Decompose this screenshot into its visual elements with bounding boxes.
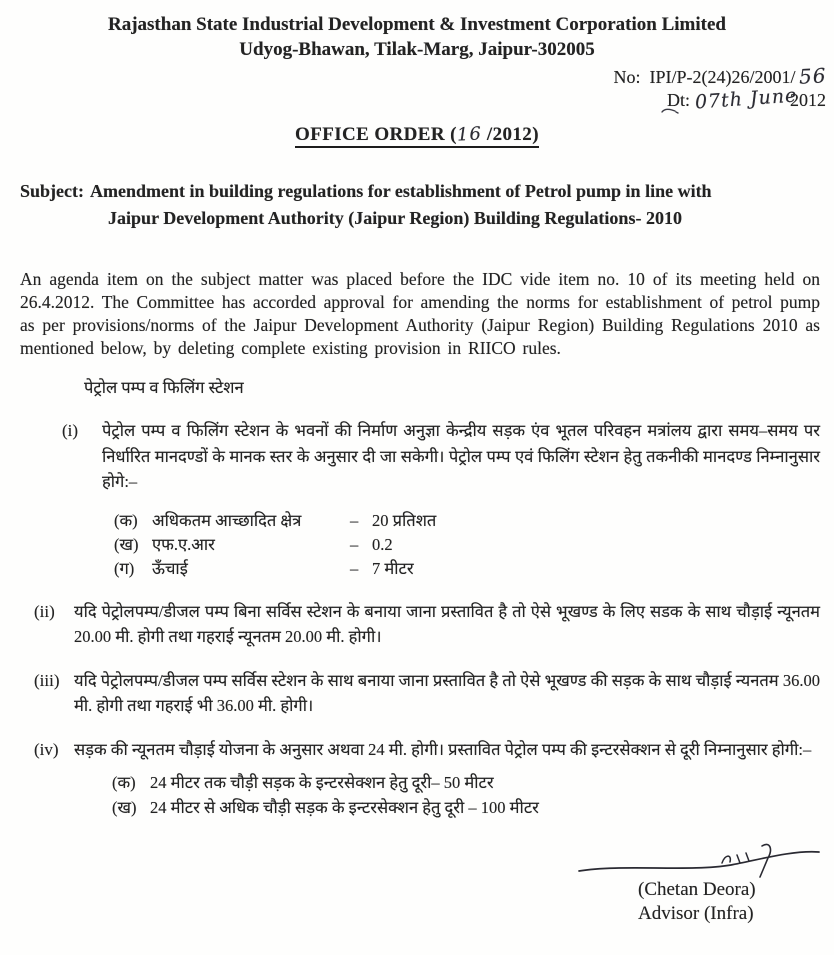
spec-label: एफ.ए.आर: [152, 534, 215, 554]
distance-text: 24 मीटर तक चौड़ी सड़क के इन्टरसेक्शन हेतु दूरी– 50 मीटर: [150, 773, 494, 792]
clause-iii: [34, 668, 820, 719]
date-line: [0, 84, 826, 114]
spec-marker: (ख): [114, 534, 139, 554]
order-number-handwritten: 16: [456, 123, 483, 146]
subject-text-line2: Jaipur Development Authority (Jaipur Region) Building Regulations- 2010: [108, 208, 682, 228]
organization-name: Rajasthan State Industrial Development & Investment Corporation Limited: [107, 14, 726, 35]
order-title-prefix: OFFICE ORDER (: [295, 124, 457, 145]
clause-ii: [34, 599, 820, 650]
list-item: [112, 770, 834, 795]
clause-iii-text: यदि पेट्रोलपम्प/डीजल पम्प सर्विस स्टेशन के साथ बनाया जाना प्रस्तावित है तो ऐसे भूखण्ड की सड़क के साथ चौड़ाई न्यनतम 36.00 मी. होगी तथा गहराई भी 36.00 मी. होगी।: [74, 670, 820, 715]
organization-address: Udyog-Bhawan, Tilak-Marg, Jaipur-302005: [239, 39, 595, 60]
list-item: [114, 533, 834, 557]
order-title-suffix: /2012): [481, 124, 539, 145]
subject-line-1: [0, 178, 834, 205]
spec-dash: –: [350, 510, 359, 530]
spec-dash: –: [350, 534, 359, 554]
clause-i: [62, 418, 820, 495]
clause-i-text: पेट्रोल पम्प व फिलिंग स्टेशन के भवनों की निर्माण अनुज्ञा केन्द्रीय सड़क एंव भूतल परिवहन मत्रांलय द्वारा समय–समय पर निर्धारित मानदण्डों के मानक स्तर के अनुसार दी जा सकेगी। पेट्रोल पम्प एवं फिलिंग स्टेशन हेतु तकनीकी मानदण्ड निम्नानुसार होगे:–: [102, 421, 820, 491]
spec-dash: –: [350, 558, 359, 578]
handwritten-signature-icon: [576, 842, 822, 878]
reference-number-printed: IPI/P-2(24)26/2001/: [649, 67, 796, 87]
clause-iv-marker: (iv): [34, 739, 59, 759]
spec-value: 0.2: [372, 534, 393, 554]
spec-label: अधिकतम आच्छादित क्षेत्र: [152, 510, 302, 530]
pen-mark-icon: [660, 106, 680, 116]
list-item: [112, 795, 834, 820]
date-label: Dt:: [667, 90, 691, 110]
reference-number-line: [0, 65, 826, 89]
clause-ii-marker: (ii): [34, 601, 55, 621]
technical-standards-list: [114, 509, 834, 581]
signatory-title: Advisor (Infra): [638, 903, 754, 924]
distance-marker: (क): [112, 773, 136, 792]
intersection-distance-list: [112, 770, 834, 820]
document-title: [0, 124, 834, 146]
clause-iii-marker: (iii): [34, 670, 60, 690]
subject-text-line1: Amendment in building regulations for establishment of Petrol pump in line with: [90, 181, 712, 201]
spec-value: 7 मीटर: [372, 558, 414, 578]
subject-label: Subject:: [20, 181, 84, 201]
spec-marker: (ग): [114, 558, 135, 578]
hindi-section-heading: पेट्रोल पम्प व फिलिंग स्टेशन: [84, 378, 244, 397]
clause-iv-text: सड़क की न्यूनतम चौड़ाई योजना के अनुसार अथवा 24 मी. होगी। प्रस्तावित पेट्रोल पम्प की इन्टरसेक्शन से दूरी निम्नानुसार होगी:–: [74, 739, 812, 759]
clause-i-marker: (i): [62, 421, 79, 440]
date-year: 2012: [790, 90, 826, 110]
body-paragraph: An agenda item on the subject matter was placed before the IDC vide item no. 10 of its meeting held on 26.4.2012. The Committee has accorded approval for amending the norms for establishment of petrol pump as per provisions/norms of the Jaipur Development Authority (Jaipur Region) Building Regulations 2010 as mentioned below, by deleting complete existing provision in RIICO rules.: [20, 269, 820, 358]
spec-label: ऊँचाई: [152, 558, 188, 578]
reference-number-label: No:: [613, 67, 641, 87]
clause-iv: [34, 737, 820, 763]
list-item: [114, 557, 834, 581]
signature-block: [564, 842, 828, 926]
reference-number-handwritten: 56: [797, 63, 827, 89]
date-handwritten: 07th June: [693, 84, 798, 114]
signatory-name: (Chetan Deora): [638, 879, 756, 900]
spec-value: 20 प्रतिशत: [372, 510, 437, 530]
subject-block: [0, 178, 834, 232]
distance-marker: (ख): [112, 798, 137, 817]
list-item: [114, 509, 834, 533]
clause-ii-text: यदि पेट्रोलपम्प/डीजल पम्प बिना सर्विस स्टेशन के बनाया जाना प्रस्तावित है तो ऐसे भूखण्ड के लिए सडक के साथ चौड़ाई न्यूनतम 20.00 मी. होगी तथा गहराई न्यूनतम 20.00 मी. होगी।: [74, 601, 820, 646]
distance-text: 24 मीटर से अधिक चौड़ी सड़क के इन्टरसेक्शन हेतु दूरी – 100 मीटर: [150, 798, 539, 817]
reference-block: [0, 65, 834, 112]
spec-marker: (क): [114, 510, 138, 530]
